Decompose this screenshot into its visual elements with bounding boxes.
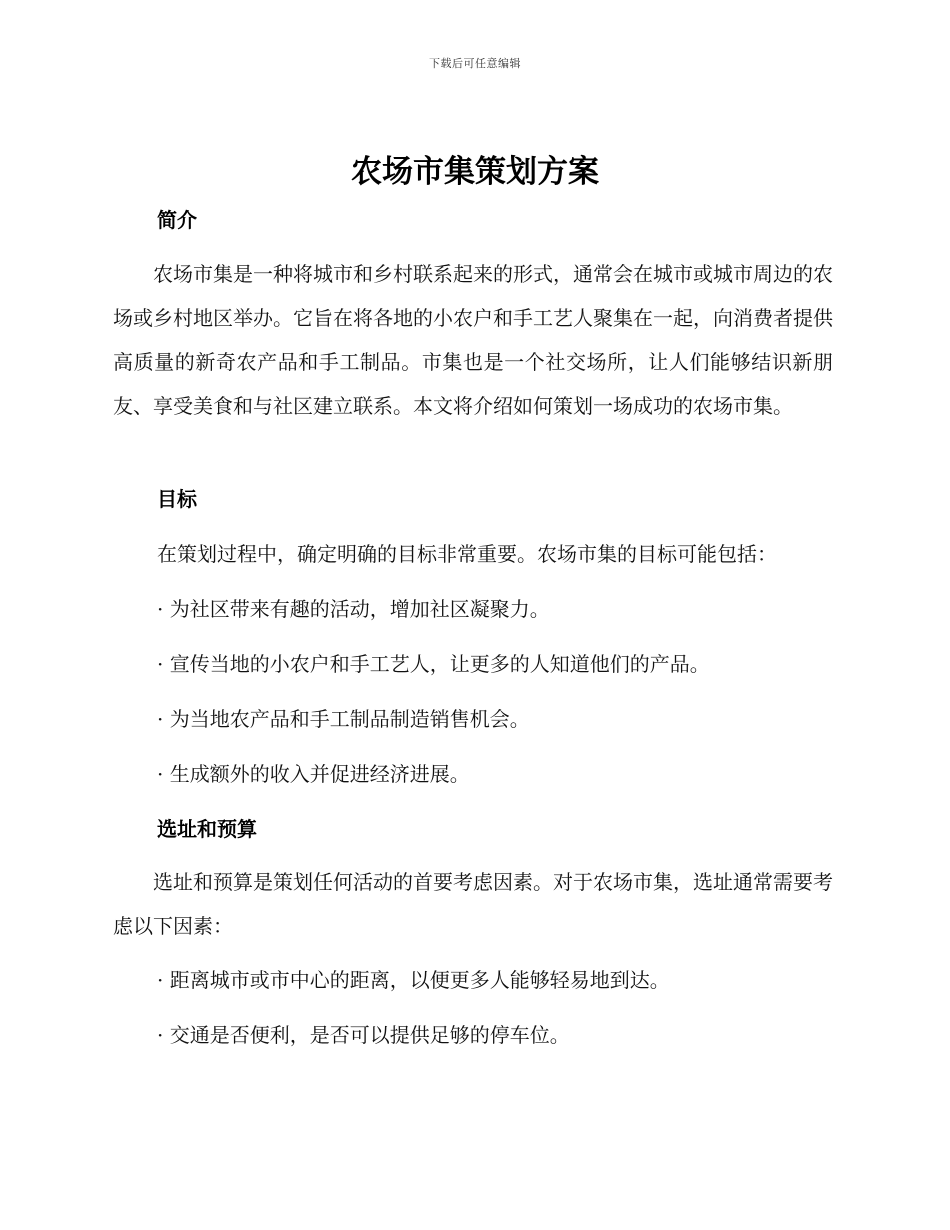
section-heading-goals: 目标 <box>157 487 197 511</box>
goal-bullet-4: · 生成额外的收入并促进经济进展。 <box>157 762 470 786</box>
site-budget-paragraph: 选址和预算是策划任何活动的首要考虑因素。对于农场市集，选址通常需要考虑以下因素： <box>113 870 833 938</box>
page-header: 下载后可任意编辑 <box>429 57 521 70</box>
goals-intro-line: 在策划过程中，确定明确的目标非常重要。农场市集的目标可能包括： <box>157 542 777 566</box>
section-heading-intro: 简介 <box>157 208 197 232</box>
goal-bullet-1: · 为社区带来有趣的活动，增加社区凝聚力。 <box>157 597 550 621</box>
goal-bullet-3: · 为当地农产品和手工制品制造销售机会。 <box>157 707 530 731</box>
site-bullet-2: · 交通是否便利，是否可以提供足够的停车位。 <box>157 1023 570 1047</box>
section-heading-site-budget: 选址和预算 <box>157 817 257 841</box>
intro-paragraph: 农场市集是一种将城市和乡村联系起来的形式，通常会在城市或城市周边的农场或乡村地区举办。它旨在将各地的小农户和手工艺人聚集在一起，向消费者提供高质量的新奇农产品和手工制品。市集也是一个社交场所，让人们能够结识新朋友、享受美食和与社区建立联系。本文将介绍如何策划一场成功的农场市集。 <box>113 262 833 418</box>
document-title: 农场市集策划方案 <box>351 154 599 190</box>
goal-bullet-2: · 宣传当地的小农户和手工艺人，让更多的人知道他们的产品。 <box>157 652 710 676</box>
site-bullet-1: · 距离城市或市中心的距离，以便更多人能够轻易地到达。 <box>157 968 670 992</box>
